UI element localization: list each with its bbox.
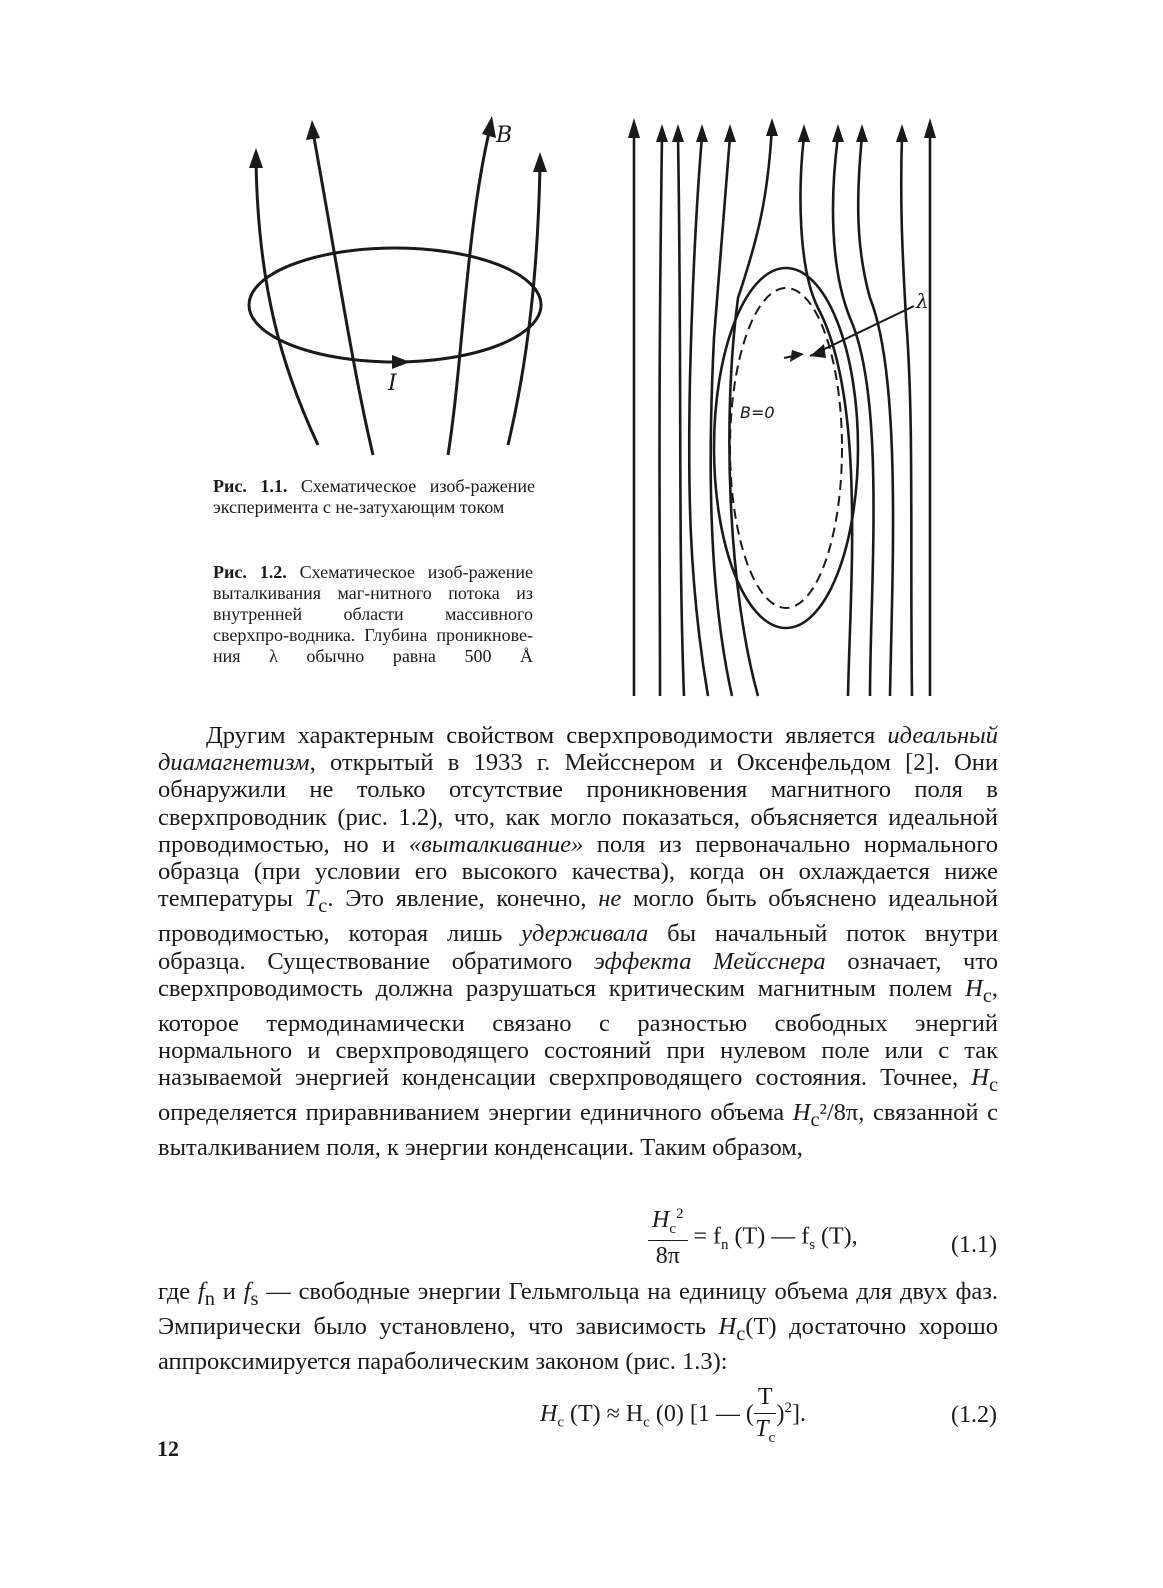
subscript: c bbox=[982, 984, 992, 1007]
subscript: c bbox=[736, 1322, 746, 1345]
subscript: c bbox=[768, 1429, 776, 1446]
text-run: поля из первоначально нормального образца (при условии его высокого качества), когда он охлаждается ниже температуры bbox=[158, 830, 998, 913]
symbol-f: f bbox=[243, 1278, 251, 1305]
arrowhead bbox=[656, 124, 668, 142]
label-B: B bbox=[496, 123, 513, 148]
arrowhead bbox=[924, 118, 936, 138]
eq-rhs: (T) — f bbox=[728, 1223, 810, 1250]
arrowhead bbox=[832, 124, 844, 142]
field-line bbox=[448, 128, 490, 455]
field-line bbox=[858, 136, 893, 696]
text-run: ²/8π, связанной с выталкиванием поля, к энергии конденсации. Таким образом, bbox=[158, 1099, 999, 1162]
caption-text: Схематическое изоб-ражение эксперимента с не-затухающим током bbox=[213, 476, 535, 517]
caption-prefix: Рис. 1.2. bbox=[213, 562, 287, 582]
subscript: c bbox=[557, 1414, 565, 1431]
paragraph-1 bbox=[158, 722, 998, 1162]
arrowhead bbox=[798, 124, 810, 142]
text-run: (T) достаточно хорошо аппроксимируется параболическим законом (рис. 1.3): bbox=[158, 1313, 998, 1376]
penetration-boundary bbox=[730, 288, 842, 608]
figure-1-2-caption bbox=[213, 562, 533, 667]
arrowhead bbox=[724, 124, 736, 142]
paragraph-2 bbox=[158, 1278, 998, 1375]
field-line bbox=[660, 136, 663, 696]
eq-rhs: = f bbox=[693, 1223, 722, 1250]
text-run: определяется приравниванием энергии единичного объема bbox=[158, 1099, 793, 1127]
subscript: c bbox=[988, 1074, 998, 1097]
denominator bbox=[754, 1414, 777, 1447]
equation-number: (1.2) bbox=[951, 1402, 997, 1428]
emphasis-not: не bbox=[598, 885, 622, 913]
field-line bbox=[689, 136, 708, 696]
eq-text: (T) ≈ H bbox=[564, 1400, 644, 1427]
arrowhead bbox=[672, 124, 684, 142]
arrowhead bbox=[790, 350, 804, 362]
arrowhead bbox=[249, 148, 263, 168]
symbol-H: H bbox=[792, 1099, 811, 1127]
subscript: n bbox=[721, 1237, 729, 1254]
subscript: c bbox=[810, 1109, 820, 1132]
text-run: , открытый в 1933 г. Мейсснером и Оксенфельдом [2]. Они обнаружили не только отсутствие проникновения магнитного поля в сверхпроводник (рис. 1.2), что, как могло показаться, объясняется идеальной проводимостью, но и bbox=[158, 749, 998, 858]
subscript: s bbox=[809, 1237, 816, 1254]
page-number: 12 bbox=[157, 1436, 179, 1461]
current-loop bbox=[249, 248, 541, 362]
text-run: где bbox=[158, 1278, 198, 1305]
figure-1-1 bbox=[228, 110, 558, 470]
field-line bbox=[508, 165, 540, 445]
main-paragraph bbox=[158, 722, 998, 1162]
arrowhead bbox=[810, 344, 826, 358]
eq-rhs: (T), bbox=[815, 1223, 858, 1250]
eq-text: (0) [1 — ( bbox=[649, 1400, 754, 1427]
term-meissner-effect: эффекта Мейсснера bbox=[593, 947, 826, 975]
figure-1-1-drawing bbox=[228, 110, 558, 470]
figure-1-2-drawing bbox=[618, 118, 938, 698]
text-run: Другим характерным свойством сверхпроводимости является bbox=[206, 722, 888, 749]
label-lambda: λ bbox=[916, 289, 929, 313]
numerator: T bbox=[754, 1384, 777, 1414]
paragraph-2-block bbox=[158, 1278, 998, 1375]
superscript: 2 bbox=[676, 1206, 684, 1222]
arrowhead bbox=[696, 124, 708, 142]
field-line bbox=[901, 136, 912, 696]
fraction bbox=[754, 1384, 777, 1447]
symbol-H: H bbox=[718, 1313, 737, 1341]
text-run: . Это явление, конечно, bbox=[327, 885, 599, 913]
arrowhead bbox=[482, 116, 496, 138]
superconductor-body bbox=[714, 268, 858, 628]
label-I: I bbox=[388, 371, 397, 396]
symbol-T: T bbox=[755, 1416, 769, 1442]
symbol-H: H bbox=[652, 1207, 670, 1233]
term-ideal-diamagnetism: идеальный диамагнетизм bbox=[158, 722, 998, 777]
caption-text: Схематическое изоб-ражение выталкивания маг-нитного потока из внутренней области массивного сверхпро-водника. Глубина проникнове-ния λ обычно равна 500 Å bbox=[213, 562, 534, 666]
term-expulsion: «выталкивание» bbox=[408, 830, 584, 858]
emphasis-held: удерживала bbox=[521, 920, 649, 948]
fraction bbox=[648, 1206, 688, 1270]
subscript: c bbox=[669, 1220, 677, 1237]
arrowhead bbox=[628, 118, 640, 138]
arrowhead bbox=[766, 118, 778, 136]
lambda-pointer bbox=[810, 306, 914, 356]
label-B-zero: B=0 bbox=[740, 403, 775, 422]
field-line bbox=[833, 136, 874, 696]
arrowhead bbox=[856, 124, 868, 142]
numerator bbox=[648, 1206, 688, 1241]
figure-1-2 bbox=[618, 118, 938, 698]
equation-1-2 bbox=[540, 1384, 806, 1447]
text-run: и bbox=[214, 1278, 244, 1305]
text-run: , которое термодинамически связано с разностью свободных энергий нормального и сверхпроводящего состояний при нулевом поле или с так называемой энергией конденсации сверхпроводящего состояния. Точнее, bbox=[158, 974, 998, 1092]
symbol-H: H bbox=[971, 1064, 989, 1092]
equation-1-1 bbox=[648, 1206, 858, 1270]
arrowhead bbox=[533, 152, 547, 172]
symbol-H: H bbox=[965, 974, 983, 1002]
equation-number: (1.1) bbox=[951, 1232, 997, 1258]
subscript: c bbox=[318, 895, 328, 918]
text-run: бы начальный поток внутри образца. Существование обратимого bbox=[158, 920, 998, 975]
field-line bbox=[256, 160, 318, 445]
arrowhead bbox=[306, 120, 320, 140]
eq-text: ) bbox=[776, 1400, 785, 1427]
field-line bbox=[801, 136, 853, 696]
eq-text: ]. bbox=[791, 1400, 806, 1427]
figure-1-1-caption bbox=[213, 476, 535, 518]
symbol-T: T bbox=[304, 885, 319, 913]
arrowhead bbox=[896, 124, 908, 142]
field-line bbox=[313, 132, 373, 455]
text-run: означает, что сверхпроводимость должна разрушаться критическим магнитным полем bbox=[158, 947, 998, 1002]
subscript: s bbox=[250, 1287, 259, 1310]
symbol-f: f bbox=[197, 1278, 205, 1305]
text-run: могло быть объяснено идеальной проводимостью, которая лишь bbox=[158, 885, 998, 948]
symbol-H: H bbox=[540, 1400, 558, 1427]
superscript: 2 bbox=[784, 1399, 792, 1416]
subscript: c bbox=[643, 1414, 650, 1431]
text-run: — свободные энергии Гельмгольца на единицу объема для двух фаз. Эмпирически было установлено, что зависимость bbox=[158, 1278, 998, 1341]
arrowhead bbox=[392, 355, 410, 369]
caption-prefix: Рис. 1.1. bbox=[213, 476, 288, 496]
field-line bbox=[678, 136, 684, 696]
denominator: 8π bbox=[655, 1242, 680, 1269]
subscript: n bbox=[204, 1287, 215, 1310]
